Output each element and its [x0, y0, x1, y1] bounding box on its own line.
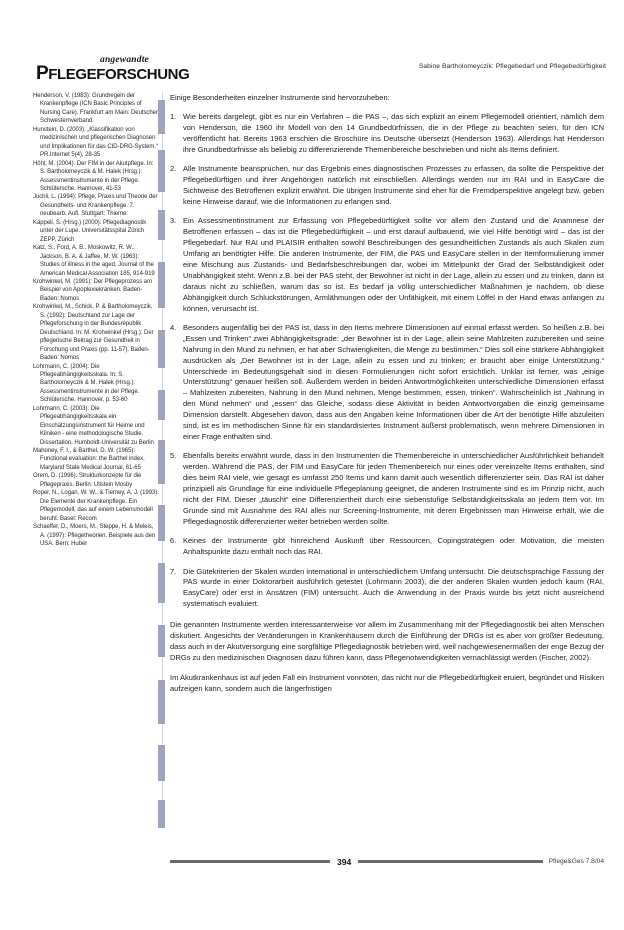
list-item: [170, 323, 604, 443]
reference-item: Höhl, M. (2004): Der FIM in der Akutpflege. In: S. Bartholomeyczik & M. Halek (Hrsg.): Assessmentinstrumente in der Pflege. Schlütersche. Hannover, 41-53: [33, 160, 154, 192]
list-item-number: 1.: [170, 112, 177, 121]
margin-tab-mark: [158, 440, 165, 484]
margin-tab-mark: [158, 745, 165, 781]
logo-wordmark-text: FLEGEFORSCHUNG: [48, 66, 190, 83]
margin-tab-mark: [158, 563, 165, 603]
lead-sentence: Einige Besonderheiten einzelner Instrumente sind hervorzuheben:: [170, 93, 390, 102]
list-item: [170, 112, 604, 156]
list-item-number: 6.: [170, 536, 177, 546]
list-item-text: Besonders augenfällig bei der PAS ist, dass in den Items mehrere Dimensionen auf einmal erfasst werden. So heißen z.B. bei „Essen und Trinken“ zwei Abhängigkeitsgrade: „der Bewohner ist in der Lage, allein seine Mahlzeiten zuzubereiten und seine Nahrung in den Mund zu nehmen, er hat aber Schwierigkeiten, die Menge zu bestimmen.“ Dies soll eine stärkere Abhängigkeit ausdrücken als „Der Bewohner ist in der Lage, allein zu essen und zu trinken; er braucht aber einige Unterstützung.“ Unterschiede im Bedeutungsgehalt sind in diesen Formulierungen nicht sofort ersichtlich. Unklar ist ferner, was „einige Unterstützung“ genauer heißen soll. Außerdem werden in beiden Antwortmöglichkeiten unterschiedliche Dimensionen erfasst – Mahlzeiten zubereiten, Nahrung in den Mund nehmen, Menge bestimmen, essen, trinken“. Wahrscheinlich ist „Nahrung in den Mund nehmen“ und „essen“ das Gleiche, sodass diese Aktivität in beiden Antwortvorgaben die einzig gemeinsame Dimension darstellt. Abgesehen davon, dass aus den Angaben keine Informationen über die Art der benötigte Hilfe abzuleiten sind, ist es im methodischen Sinne für ein standardisiertes Instrument äußerst problematisch, wenn mehrere Dimensionen in einer Frage enthalten sind.: [183, 322, 604, 441]
list-item-number: 5.: [170, 451, 177, 461]
list-item-text: Die Gütekriterien der Skalen wurden international in unterschiedlichem Umfang untersucht. Die deutschsprachige Fassung der PAS wurde in einer Doktorarbeit ausführlich getestet (Lohrmann 2003), die der anderen Skalen wurden jedoch kaum (RAI, EasyCare) oder erst in Ansätzen (FIM) untersucht. Auch die Anwendung in der Praxis wurde bis jetzt nicht ausreichend systematisch evaluiert.: [183, 566, 604, 609]
margin-tab-mark: [158, 262, 165, 308]
reference-item: Orem, D. (1996): Strukturkonzepte für die Pflegepraxis. Berlin: Ullstein Mosby: [33, 473, 142, 488]
logo-wordmark: [36, 63, 189, 85]
margin-tab-mark: [158, 390, 165, 420]
page-footer: [170, 857, 604, 871]
margin-tab-mark: [158, 680, 165, 724]
reference-item: Hunstein, D. (2003): „Klassifikation von medizinischen und pflegerischen Diagnosen und Implikationen für das CID-DRG-System.“ PR.Internet 5(4), 28-35: [33, 126, 158, 159]
margin-tab-mark: [158, 150, 165, 192]
list-item: [170, 451, 604, 527]
list-item: [170, 536, 604, 558]
running-head: Sabine Bartholomeyczik: Pflegebedarf und Pflegebedürftigkeit: [418, 63, 606, 70]
footer-rule: [170, 860, 604, 863]
list-item-number: 7.: [170, 566, 177, 576]
list-item: [170, 567, 604, 611]
body-paragraph: Im Akutkrankenhaus ist auf jeden Fall ein Instrument vonnöten, das nicht nur die Pflegebedürftigkeit eruiert, begründet und Risiken aufzeigen kann, sondern auch die längerfristigen: [170, 672, 604, 693]
margin-tab-mark: [158, 330, 165, 368]
margin-tab-mark: [158, 625, 165, 657]
reference-item: Juchli, L. (1994): Pflege, Praxis und Theorie der Gesundheits- und Krankenpflege. 7. neubearb. Aufl. Stuttgart: Thieme.: [33, 194, 158, 218]
reference-item: Henderson, V. (1983): Grundregeln der Krankenpflege (ICN Basic Principles of Nursing Care). Frankfurt am Main: Deutscher Schwesternverband.: [33, 93, 158, 125]
list-item-number: 3.: [170, 216, 177, 226]
page-number: 394: [330, 857, 358, 867]
list-item-text: Keines der Instrumente gibt hinreichend Auskunft über Ressourcen, Copingstrategien oder Motivation, die meisten Anhaltspunkte dazu enthält noch das RAI.: [183, 536, 604, 557]
margin-tab-mark: [158, 100, 165, 134]
list-item-text: Alle Instrumente beanspruchen, nur das Ergebnis eines diagnostischen Prozesses zu erfassen, da sollte die Perspektive der Pflegebedürftigen und ihrer Angehörigen natürlich mit einschließen. Allerdings werden nur im RAI und in EasyCare die Sichtweise des Betroffenen explizit erwähnt. Die übrigen Instrumente sind eher für die Fremdperspektive angelegt bzw. geben keine Hinweise darauf, wie die Informationen zu erlangen sind.: [183, 164, 604, 206]
journal-logo: [36, 56, 206, 88]
reference-item: Mahoney, F. I., & Barthel, D. W. (1965): Functional evaluation: the Barthel index. Maryland State Medical Journal, 61-65: [33, 448, 145, 471]
list-item: [170, 216, 604, 314]
logo-initial: P: [36, 63, 49, 84]
page-header: [0, 56, 624, 90]
references-list: [33, 92, 159, 548]
reference-item: Lohrmann, C. (2003): Die Pflegeabhängigkeitsskala ein Einschätzungsinstrument für Heime und Kliniken - eine methodologische Studie. Dissertation, Humboldt-Universität zu Berlin: [33, 405, 154, 446]
list-item-number: 4.: [170, 322, 177, 332]
reference-item: Krohwinkel, M. (1991): Der Pflegeprozess am Beispiel von Apoplexiekranken. Baden-Baden: Nomos: [33, 278, 152, 302]
reference-item: Roper, N., Logan, W. W., & Tierney, A. J. (1993): Die Elemente der Krankenpflege. Ein Pflegemodell, das auf einem Lebensmodell beruht. Basel: Recom: [33, 490, 159, 522]
numbered-list: [170, 112, 604, 610]
list-item-text: Ein Assessmentinstrument zur Erfassung von Pflegebedürftigkeit sollte vor allem den Zustand und die Anamnese der Betroffenen erfassen – das ist die Pflegebedürftigkeit – und erst darauf aufbauend, wie viel Hilfe benötigt wird – das ist der Pflegebedarf. Nur RAI und PLAISIR enthalten sowohl Beschreibungen des gesundheitlichen Zustands als auch Skalen zum Umfang an benötigter Hilfe. Die anderen Instrumente, der FIM, die PAS und EasyCare stellen in der Itemformulierung immer eine Mischung aus Zustands- und Bedarfsbeschreibungen dar, wobei im Mittelpunkt der Grad der Selbständigkeit oder Unabhängigkeit steht. Wenn z.B. bei der PAS steht, der Bewohner ist nicht in der Lage, allein zu essen und zu trinken, dann ist daraus nicht zu schließen, warum das so ist. Es bedarf ja völlig unterschiedlicher Maßnahmen je nachdem, ob diese Abhängigkeit durch Schluckstörungen, Armlähmungen oder der Unfähigkeit, mit einem Löffel in der Hand etwas anfangen zu können, verursacht ist.: [183, 216, 604, 313]
body-paragraph: Die genannten Instrumente werden interessanterweise vor allem im Zusammenhang mit der Pflegediagnostik bei alten Menschen diskutiert. Angesichts der Veränderungen in Krankenhäusern durch die Einführung der DRGs ist es aber von größter Bedeutung, dass auch in der Akutversorgung eine sorgfältige Pflegediagnostik betrieben wird, weil nachgewiesenermaßen der enge Bezug der DRGs zu den medizinischen Diagnosen dazu führen kann, dass Pflegenotwendigkeiten vernachlässigt werden (Fischer, 2002).: [170, 620, 604, 662]
margin-tab-mark: [158, 210, 165, 240]
reference-item: Käppeli, S. (Hrsg.) (2000): Pflegediagnostik unter der Lupe. Universitätsspital Zürich ZEPP, Zürich: [33, 219, 147, 243]
list-item: [170, 164, 604, 208]
list-item-text: Wie bereits dargelegt, gibt es nur ein Verfahren – die PAS –, das sich explizit an einem Pflegemodell orientiert, nämlich dem von Henderson, die 1960 ihr Modell von den 14 Grundbedürfnissen, die in der Pflege zu beachten seien, für den ICN veröffentlicht hat. Bereits 1963 erschien die Broschüre ins Deutsche übersetzt (Henderson 1963). Allerdings hat Henderson ihre Grundbedürfnisse als beliebig zu differenzierende Themenbereiche beschrieben und nicht als Items definiert.: [183, 112, 604, 154]
list-item-text: Ebenfalls bereits erwähnt wurde, dass in den Instrumenten die Themenbereiche in unterschiedlicher Ausführlichkeit behandelt werden. Während die PAS, der FIM und EasyCare für jeden Themenbereich nur eines oder vereinzelte Items enthalten, sind dies beim RAI viele, wie gesagt es umfasst 250 Items und kann damit auch wesentlich differenzierter sein. Das RAI ist daher prinzipiell als Grundlage für eine individuelle Pflegeplanung geeignet, die anderen Instrumente sind es im Prinzip nicht, auch nicht der FIM. Dieser „täuscht“ eine Differenziertheit durch eine siebenstufige Selbständigkeitsskala an jedem Item vor. Im Grunde sind mit Ausnahme des RAI alles nur Screening-Instrumente, mit deren Ergebnissen man Hinweise erhält, wie die Pflegediagnostik differenzierter weiter betrieben werden sollte.: [183, 451, 604, 526]
reference-item: Katz, S., Ford, A. B., Moskowitz, R. W., Jackson, B. A. & Jaffee, M. W. (1963): Studies of illness in the aged. Journal of the American Medical Association 185, 914-919: [33, 245, 155, 277]
main-text-column: [170, 92, 604, 704]
reference-item: Krohwinkel, M., Schick, P. & Bartholomeyczik, S. (1992): Deutschland zur Lage der Pflegeforschung in der Bundesrepublik Deutschland. In: M. Krohwinkel (Hrsg.): Der pflegerische Beitrag zur Gesundheit in Forschung und Praxis (pp. 11-57). Baden-Baden: Nomos: [33, 304, 154, 362]
margin-tab-mark: [158, 800, 165, 828]
margin-tab-mark: [158, 505, 165, 541]
reference-item: Lohrmann, C. (2004): Die Pflegeabhängigkeitsskala. In: S. Bartholomeyczik & M. Halek (Hrsg.): Assessmentinstrumente in der Pflege. Schlütersche. Hannover, p. 53-60: [33, 363, 140, 404]
journal-issue-label: Pflege&Ges 7.8/04: [543, 858, 604, 865]
list-item-number: 2.: [170, 164, 177, 174]
reference-item: Schaeffer, D., Moers, M., Steppe, H. & Meleis, A. (1997): Pflegetheorien. Beispiele aus den USA. Bern: Huber: [33, 524, 156, 548]
logo-superscript: angewandte: [100, 55, 149, 65]
